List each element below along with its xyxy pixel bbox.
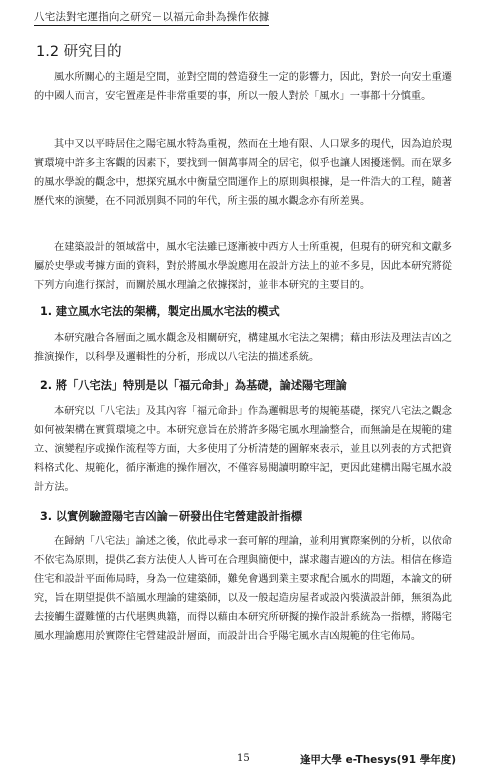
- intro-paragraph-1: 風水所關心的主題是空間，並對空間的營造發生一定的影響力，因此，對於一向安土重遷的中國人而言，安宅置產是件非常重要的事，所以一般人對於「風水」一事都十分慎重。: [34, 72, 452, 102]
- objective-1-body: 本研究融合各層面之風水觀念及相關研究，構建風水宅法之架構；藉由形法及理法吉凶之推演操作，以科學及邏輯性的分析，形成以八宅法的描述系統。: [34, 333, 452, 363]
- objective-1-heading: 1. 建立風水宅法的架構，製定出風水宅法的模式: [40, 305, 280, 318]
- objective-3-body: 在歸納「八宅法」論述之後，依此尋求一套可解的理論，並利用實際案例的分析，以依命不依宅為原則，提供乙套方法使人人皆可在合理與簡便中，謀求趨吉避凶的方法。相信在修造住宅和設計平面佈局時，身為一位建築師，難免會遇到業主要求配合風水的問題，本論文的研究，旨在期望提供不諳風水理論的建築師，以及一般起造房屋者或設內裝潢設計師，無須為此去接觸生澀難懂的古代堪輿典籍，而得以藉由本研究所研擬的操作設計系統為一指標，將陽宅風水理論應用於實際住宅營建設計層面，而設計出合乎陽宅風水吉凶規範的住宅佈局。: [34, 536, 452, 642]
- intro-paragraph-3: 在建築設計的領域當中，風水宅法雖已逐漸被中西方人士所重視，但現有的研究和文獻多屬於史學或考據方面的資料，對於將風水學說應用在設計方法上的並不多見，因此本研究將從下列方向進行探討，而關於風水理論之依據探討，並非本研究的主要目的。: [34, 242, 452, 291]
- footer-brand: 逢甲大學 e-Thesys(91 學年度): [299, 754, 456, 766]
- page-number: 15: [237, 753, 250, 764]
- objective-2-heading: 2. 將「八宅法」特別是以「福元命卦」為基礎，論述陽宅理論: [40, 379, 347, 392]
- intro-paragraph-2: 其中又以平時居住之陽宅風水特為重視，然而在土地有限、人口眾多的現代，因為迫於現實環境中許多主客觀的因素下，要找到一個萬事周全的居宅，似乎也讓人困擾迷惘。而在眾多的風水學說的觀念中，想探究風水中衡量空間運作上的原則與根據，是一件浩大的工程，隨著歷代來的演變，在不同派別與不同的年代，所主張的風水觀念亦有所差異。: [34, 139, 452, 207]
- section-title: 1.2 研究目的: [36, 44, 122, 60]
- objective-2-body: 本研究以「八宅法」及其內容「福元命卦」作為邏輯思考的規範基礎，探究八宅法之觀念如何被架構在實質環境之中。本研究意旨在於將許多陽宅風水理論整合，而無論是在規範的建立、演變程序或操作流程等方面，大多使用了分析清楚的圖解來表示，並且以列表的方式把資料格式化、規範化，循序漸進的操作層次，不僅容易閱讀明瞭牢記，更因此建構出陽宅風水設計方法。: [34, 406, 452, 493]
- objective-3-heading: 3. 以實例驗證陽宅吉凶論－研發出住宅營建設計指標: [40, 510, 303, 523]
- running-header: 八宅法對宅運指向之研究－以福元命卦為操作依據: [34, 9, 269, 26]
